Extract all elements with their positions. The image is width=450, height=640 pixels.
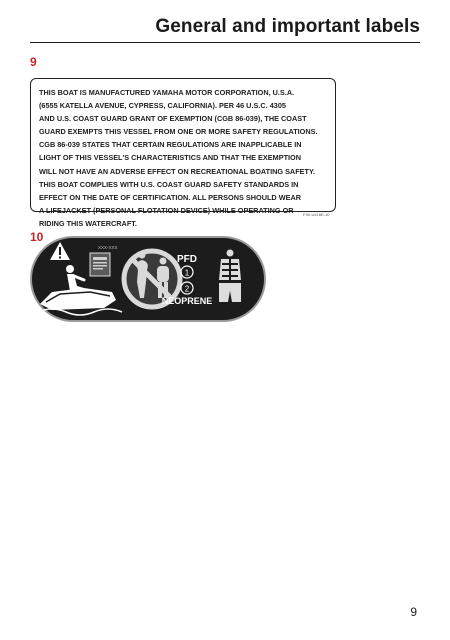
- label-line: EFFECT ON THE DATE OF CERTIFICATION. ALL PERSONS SHOULD WEAR: [39, 192, 302, 202]
- sticker-part-code: XXX-XXX: [98, 245, 118, 250]
- label-line: (6555 KATELLA AVENUE, CYPRESS, CALIFORNIA). PER 46 U.S.C. 4305: [39, 101, 286, 111]
- pfd-warning-sticker: [30, 236, 266, 322]
- label-line: GUARD EXEMPTS THIS VESSEL FROM ONE OR MORE SAFETY REGULATIONS.: [39, 127, 318, 137]
- section-9-number: 9: [30, 55, 37, 69]
- number-1: 1: [184, 268, 190, 278]
- page-title: General and important labels: [155, 16, 420, 37]
- header-divider: [30, 42, 420, 43]
- manual-icon: [90, 253, 110, 276]
- label-line: RIDING THIS WATERCRAFT.: [39, 218, 137, 228]
- pfd-label: PFD: [177, 254, 197, 265]
- label-line: AND U.S. COAST GUARD GRANT OF EXEMPTION (CGB 86-039), THE COAST: [39, 114, 307, 124]
- label-part-code: F3V-U416E-10: [303, 212, 330, 217]
- label-line: CGB 86-039 STATES THAT CERTAIN REGULATIONS ARE INAPPLICABLE IN: [39, 140, 302, 150]
- neoprene-label: NEOPRENE: [161, 296, 213, 306]
- label-line: LIGHT OF THIS VESSEL'S CHARACTERISTICS AND THAT THE EXEMPTION: [39, 153, 301, 163]
- section-10-number: 10: [30, 230, 44, 244]
- label-line: THIS BOAT COMPLIES WITH U.S. COAST GUARD SAFETY STANDARDS IN: [39, 179, 299, 189]
- number-2: 2: [184, 284, 190, 294]
- label-line: A LIFEJACKET (PERSONAL FLOTATION DEVICE) WHILE OPERATING OR: [39, 205, 294, 215]
- label-line: WILL NOT HAVE AN ADVERSE EFFECT ON RECREATIONAL BOATING SAFETY.: [39, 166, 316, 176]
- label-line: THIS BOAT IS MANUFACTURED YAMAHA MOTOR CORPORATION, U.S.A.: [39, 88, 295, 97]
- page-number: 9: [410, 605, 417, 619]
